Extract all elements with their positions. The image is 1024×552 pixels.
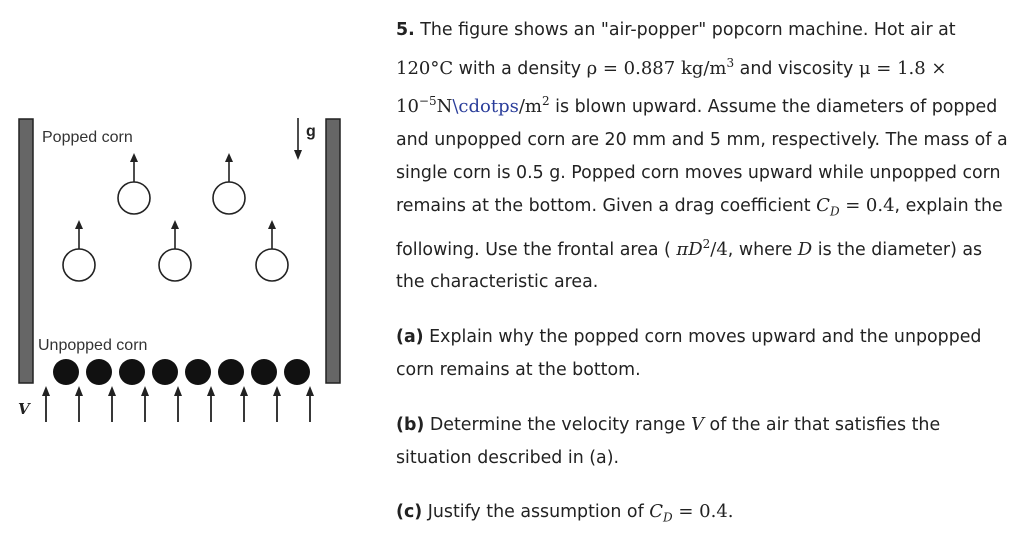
popped-corn-5 <box>256 220 288 281</box>
air-flow-arrows <box>42 386 314 422</box>
unpopped-corn-label: Unpopped corn <box>38 337 148 354</box>
temperature-value: 120°C <box>396 57 454 79</box>
viscosity-unit-m: /m <box>518 96 542 118</box>
part-c-cd-subscript: D <box>663 510 673 525</box>
popped-corn-4 <box>159 220 191 281</box>
part-c-label: (c) <box>396 502 423 523</box>
popped-corn-1 <box>118 153 150 214</box>
popped-corn-3 <box>63 220 95 281</box>
part-c <box>396 496 1016 534</box>
intro-text-3: and viscosity <box>734 58 859 79</box>
density-equation: ρ = 0.887 kg/m <box>586 57 727 79</box>
drag-coefficient-equals: = <box>839 194 861 216</box>
popped-corn-2 <box>213 153 245 214</box>
part-b-text-2: of the air that satisfies the situation described in (a). <box>396 414 941 468</box>
viscosity-base: 10 <box>396 96 419 118</box>
problem-statement <box>396 14 1016 299</box>
part-b-label: (b) <box>396 414 425 435</box>
intro-text-2: with a density <box>453 58 587 79</box>
part-c-text-1: Justify the assumption of <box>422 502 650 523</box>
area-pi: π <box>676 238 689 260</box>
intro-text-7: is the diameter) as the characteristic area. <box>396 239 983 293</box>
viscosity-unit-n: N <box>436 96 453 118</box>
intro-text-4: is blown upward. Assume the diameters of popped and unpopped corn are 20 mm and 5 mm, respectively. The mass of a single corn is 0.5 g. Popped corn moves upward while unpopped corn remains at the bottom. Given a drag coefficient <box>396 97 1008 216</box>
viscosity-unit-cdotps: \cdotps <box>452 96 519 118</box>
drag-coefficient-value: 0.4 <box>865 194 895 216</box>
intro-text-1: The figure shows an "air-popper" popcorn machine. Hot air at <box>414 20 956 40</box>
problem-number: 5. <box>396 20 415 40</box>
area-divisor: /4 <box>710 238 728 260</box>
intro-text-6: , where <box>727 239 798 260</box>
area-exponent: 2 <box>702 236 711 251</box>
part-a-label: (a) <box>396 327 424 348</box>
density-exponent: 3 <box>726 55 735 70</box>
unpopped-corn-row <box>53 359 310 385</box>
drag-coefficient-subscript: D <box>829 204 840 219</box>
drag-coefficient-symbol: C <box>816 194 830 216</box>
part-b <box>396 409 1016 475</box>
part-b-velocity-symbol: V <box>691 413 705 435</box>
viscosity-unit-exponent: 2 <box>542 94 550 109</box>
part-a <box>396 321 1016 387</box>
popcorn-machine-figure <box>0 0 350 552</box>
diameter-symbol: D <box>797 238 813 260</box>
part-a-text: Explain why the popped corn moves upward and the unpopped corn remains at the bottom. <box>396 327 982 381</box>
left-wall <box>19 119 33 383</box>
intro-text-5: , explain the following. Use the frontal area ( <box>396 195 1003 260</box>
area-d: D <box>688 238 703 260</box>
part-c-equation: = 0.4. <box>672 501 734 523</box>
popped-corn-label: Popped corn <box>42 129 133 146</box>
gravity-label: g <box>306 123 316 140</box>
part-b-text-1: Determine the velocity range <box>424 414 692 435</box>
viscosity-equation: μ = 1.8 × <box>858 57 947 79</box>
velocity-label: V <box>18 400 30 418</box>
gravity-arrow <box>294 118 302 160</box>
viscosity-exponent: −5 <box>418 94 437 109</box>
part-c-cd-symbol: C <box>649 501 664 523</box>
right-wall <box>326 119 340 383</box>
problem-text <box>396 14 1016 535</box>
